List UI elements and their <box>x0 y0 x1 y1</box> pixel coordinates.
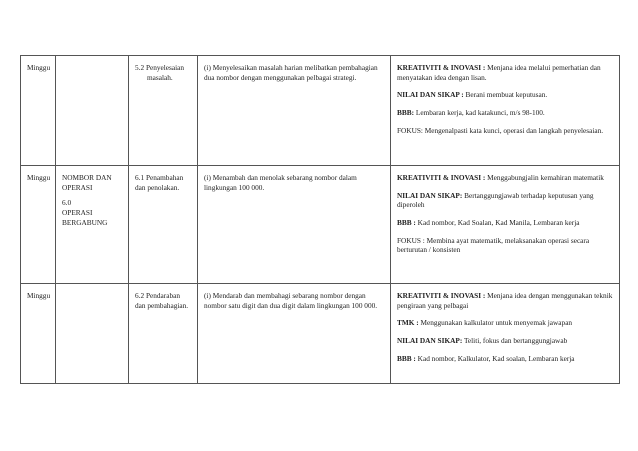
content-standard-line: dan pembahagian. <box>135 300 189 310</box>
notes-cell <box>391 166 620 284</box>
learning-standard-cell <box>198 284 391 384</box>
learning-standard-text: (i) Menyelesaikan masalah harian melibatkan pembahagian dua nombor dengan menggunakan pelbagai strategi. <box>204 63 378 82</box>
note-paragraph <box>397 236 614 255</box>
note-text: FOKUS: Mengenalpasti kata kunci, operasi dan langkah penyelesaian. <box>397 125 604 135</box>
week-label: Minggu <box>27 173 51 182</box>
table-row <box>21 166 620 284</box>
learning-standard-text: (i) Menambah dan menolak sebarang nombor dalam lingkungan 100 000. <box>204 173 357 192</box>
topic-cell <box>56 56 129 166</box>
note-label: KREATIVITI & INOVASI : <box>397 173 486 182</box>
note-paragraph <box>397 354 614 364</box>
notes-cell <box>391 56 620 166</box>
note-text: Lembaran kerja, kad katakunci, m/s 98-100. <box>414 107 545 117</box>
content-standard-line: 6.1 Penambahan <box>135 173 184 182</box>
note-paragraph <box>397 336 614 346</box>
topic-line: BERGABUNG <box>62 217 108 227</box>
week-label: Minggu <box>27 291 51 300</box>
learning-standard-cell <box>198 166 391 284</box>
note-text: Menjana idea melalui pemerhatian dan menyatakan idea dengan lisan. <box>397 63 601 82</box>
note-text: Teliti, fokus dan bertanggungjawab <box>462 335 568 345</box>
learning-standard-cell <box>198 56 391 166</box>
note-text: Menggabungjalin kemahiran matematik <box>485 173 604 182</box>
note-label: BBB : <box>397 217 416 227</box>
topic-cell <box>56 166 129 284</box>
topic-cell <box>56 284 129 384</box>
note-label: BBB: <box>397 107 415 117</box>
note-label: BBB : <box>397 353 416 363</box>
content-standard-cell <box>129 56 198 166</box>
note-paragraph <box>397 291 614 310</box>
note-paragraph <box>397 126 614 136</box>
content-standard-line: 5.2 Penyelesaian <box>135 63 185 72</box>
note-text: Bertanggungjawab terhadap keputusan yang diperoleh <box>397 190 594 210</box>
note-paragraph <box>397 173 614 183</box>
content-standard-line: 6.2 Pendaraban <box>135 291 180 300</box>
note-text: Menjana idea dengan menggunakan teknik pengiraan yang pelbagai <box>397 291 613 310</box>
content-standard-line: masalah. <box>147 72 173 82</box>
content-standard-line: dan penolakan. <box>135 182 180 192</box>
topic-line: OPERASI <box>62 207 93 217</box>
notes-cell <box>391 284 620 384</box>
note-label: NILAI DAN SIKAP: <box>397 335 463 345</box>
table-row <box>21 56 620 166</box>
note-text: FOKUS : Membina ayat matematik, melaksanakan operasi secara berturutan / konsisten <box>397 235 590 255</box>
note-text: Menggunakan kalkulator untuk menyemak jawapan <box>418 318 573 328</box>
note-paragraph <box>397 318 614 328</box>
note-paragraph <box>397 63 614 82</box>
topic-line: OPERASI <box>62 182 93 192</box>
note-label: KREATIVITI & INOVASI : <box>397 291 486 300</box>
learning-standard-text: (i) Mendarab dan membahagi sebarang nombor dengan nombor satu digit dan dua digit dalam lingkungan 100 000. <box>204 291 378 310</box>
note-text: Kad nombor, Kalkulator, Kad soalan, Lembaran kerja <box>415 353 575 363</box>
week-cell <box>21 166 56 284</box>
note-text: Berani membuat keputusan. <box>463 90 548 100</box>
topic-line: NOMBOR DAN <box>62 173 112 182</box>
note-text: Kad nombor, Kad Soalan, Kad Manila, Lembaran kerja <box>415 217 580 227</box>
lesson-plan-table <box>20 55 620 384</box>
content-standard-cell <box>129 284 198 384</box>
note-label: KREATIVITI & INOVASI : <box>397 63 486 72</box>
note-paragraph <box>397 90 614 100</box>
note-label: TMK : <box>397 318 419 328</box>
note-label: NILAI DAN SIKAP: <box>397 190 463 200</box>
note-label: NILAI DAN SIKAP : <box>397 90 464 100</box>
note-paragraph <box>397 218 614 228</box>
content-standard-cell <box>129 166 198 284</box>
week-label: Minggu <box>27 63 51 72</box>
table-row <box>21 284 620 384</box>
note-paragraph <box>397 191 614 210</box>
note-paragraph <box>397 108 614 118</box>
topic-line: 6.0 <box>62 198 72 208</box>
week-cell <box>21 284 56 384</box>
week-cell <box>21 56 56 166</box>
